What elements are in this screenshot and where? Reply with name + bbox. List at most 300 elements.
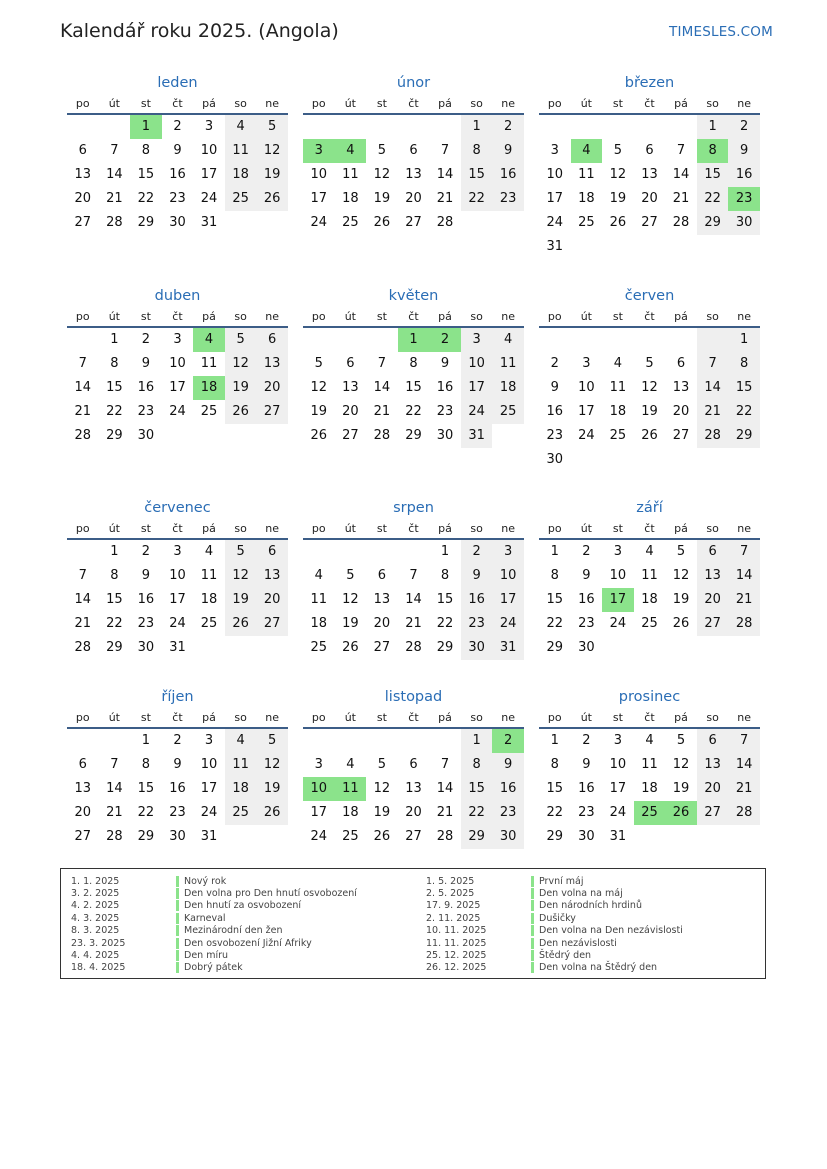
day-cell: 29: [436, 640, 454, 655]
day-cell: 12: [641, 380, 658, 395]
day-cell: 10: [578, 380, 595, 395]
weekday-label: pá: [438, 97, 452, 110]
day-cell: 21: [106, 805, 123, 820]
holiday-marker: [531, 900, 534, 911]
day-cell: 28: [106, 215, 123, 230]
legend-column-right: [416, 875, 683, 974]
month-block: [303, 285, 524, 448]
day-cell: 27: [697, 612, 729, 636]
day-cell: 4: [645, 733, 654, 748]
month-name: srpen: [393, 500, 434, 516]
day-cell: 9: [141, 356, 151, 371]
day-cell: 18: [225, 777, 257, 801]
day-cell: 9: [582, 568, 591, 583]
day-cell: 2: [461, 540, 493, 564]
holiday-day-cell: 3: [303, 139, 335, 163]
day-cell: 19: [373, 191, 391, 206]
day-cell: 25: [225, 187, 257, 211]
day-cell: 11: [225, 139, 257, 163]
legend-row: [61, 937, 357, 949]
brand-link[interactable]: TIMESLES.COM: [669, 24, 773, 40]
day-cell: 6: [256, 540, 288, 564]
day-cell: 14: [74, 380, 92, 395]
day-cell: 6: [645, 143, 654, 158]
day-cell: 19: [342, 616, 359, 631]
day-grid: [539, 729, 760, 849]
weekday-label: út: [108, 711, 120, 724]
day-cell: 14: [405, 592, 422, 607]
day-cell: 16: [169, 167, 186, 182]
empty-day-cell: [398, 540, 430, 564]
month-block: [303, 72, 524, 235]
day-cell: 2: [173, 733, 182, 748]
empty-day-cell: [571, 115, 603, 139]
empty-day-cell: [162, 424, 194, 448]
day-cell: 18: [641, 592, 658, 607]
day-cell: 4: [225, 729, 257, 753]
weekday-label: st: [612, 310, 623, 323]
empty-day-cell: [429, 115, 461, 139]
day-cell: 1: [728, 328, 760, 352]
weekday-header: [67, 519, 288, 540]
weekday-label: po: [547, 310, 562, 323]
holiday-date: 4. 2. 2025: [71, 900, 120, 912]
day-cell: 2: [141, 332, 151, 347]
day-cell: 9: [440, 356, 450, 371]
day-cell: 28: [373, 428, 391, 443]
weekday-label: st: [376, 97, 387, 110]
day-cell: 16: [492, 163, 524, 187]
day-cell: 24: [169, 616, 186, 631]
day-cell: 22: [106, 616, 123, 631]
holiday-day-cell: 25: [634, 801, 666, 825]
day-cell: 22: [546, 616, 564, 631]
empty-day-cell: [303, 729, 335, 753]
weekday-label: čt: [408, 522, 419, 535]
day-cell: 8: [110, 568, 119, 583]
holiday-day-cell: 4: [335, 139, 367, 163]
empty-day-cell: [602, 328, 634, 352]
day-cell: 16: [137, 592, 155, 607]
month-block: [303, 497, 524, 660]
holiday-name: Den nezávislosti: [539, 937, 617, 949]
weekday-label: čt: [644, 97, 655, 110]
day-cell: 14: [106, 167, 123, 182]
day-cell: 29: [461, 825, 493, 849]
empty-day-cell: [634, 448, 666, 472]
legend-row: [416, 887, 683, 899]
day-cell: 6: [346, 356, 355, 371]
day-cell: 25: [342, 829, 359, 844]
day-cell: 26: [342, 640, 359, 655]
day-cell: 27: [342, 428, 359, 443]
day-cell: 24: [200, 805, 218, 820]
weekday-label: so: [470, 97, 483, 110]
empty-day-cell: [665, 825, 697, 849]
holiday-date: 3. 2. 2025: [71, 888, 120, 900]
weekday-label: st: [140, 711, 151, 724]
day-cell: 27: [405, 829, 422, 844]
day-cell: 20: [256, 376, 288, 400]
day-cell: 5: [645, 356, 654, 371]
day-cell: 19: [225, 376, 257, 400]
day-cell: 4: [225, 115, 257, 139]
day-cell: 13: [256, 564, 288, 588]
day-cell: 27: [256, 612, 288, 636]
month-name: únor: [396, 75, 431, 91]
day-cell: 17: [546, 191, 564, 206]
day-cell: 12: [225, 352, 257, 376]
holiday-marker: [176, 876, 179, 887]
empty-day-cell: [728, 825, 760, 849]
weekday-label: čt: [644, 522, 655, 535]
empty-day-cell: [67, 328, 99, 352]
day-cell: 26: [373, 829, 391, 844]
day-cell: 18: [609, 404, 627, 419]
day-cell: 2: [492, 115, 524, 139]
day-cell: 24: [546, 215, 564, 230]
day-cell: 13: [641, 167, 658, 182]
day-cell: 7: [728, 729, 760, 753]
weekday-label: pá: [202, 711, 216, 724]
weekday-label: čt: [408, 310, 419, 323]
empty-day-cell: [665, 115, 697, 139]
empty-day-cell: [193, 636, 225, 660]
day-cell: 3: [461, 328, 493, 352]
day-cell: 31: [200, 829, 218, 844]
day-cell: 24: [200, 191, 218, 206]
day-cell: 3: [204, 733, 214, 748]
month-block: [539, 686, 760, 849]
day-cell: 15: [697, 163, 729, 187]
holiday-day-cell: 1: [398, 328, 430, 352]
legend-row: [61, 962, 357, 974]
day-cell: 26: [310, 428, 328, 443]
day-cell: 25: [492, 400, 524, 424]
day-cell: 29: [546, 829, 564, 844]
empty-day-cell: [602, 235, 634, 259]
day-cell: 24: [609, 805, 627, 820]
legend-row: [61, 912, 357, 924]
day-cell: 23: [492, 801, 524, 825]
weekday-label: ne: [737, 310, 752, 323]
holiday-day-cell: 17: [602, 588, 634, 612]
day-cell: 10: [310, 167, 328, 182]
weekday-label: čt: [172, 97, 183, 110]
day-cell: 17: [578, 404, 595, 419]
day-cell: 13: [405, 167, 422, 182]
weekday-label: po: [75, 711, 90, 724]
day-grid: [539, 328, 760, 472]
day-cell: 16: [461, 588, 493, 612]
day-grid: [303, 115, 524, 235]
day-cell: 29: [728, 424, 760, 448]
day-cell: 19: [310, 404, 328, 419]
empty-day-cell: [335, 115, 367, 139]
day-cell: 2: [141, 544, 151, 559]
day-cell: 12: [672, 568, 690, 583]
day-cell: 23: [137, 616, 155, 631]
day-cell: 11: [609, 380, 627, 395]
day-cell: 24: [310, 215, 328, 230]
month-name: říjen: [161, 689, 194, 705]
day-cell: 5: [377, 143, 387, 158]
weekday-header: [67, 94, 288, 115]
weekday-label: čt: [172, 522, 183, 535]
empty-day-cell: [429, 729, 461, 753]
day-cell: 10: [609, 757, 627, 772]
day-cell: 28: [106, 829, 123, 844]
weekday-label: út: [580, 310, 592, 323]
day-cell: 19: [225, 588, 257, 612]
legend-row: [61, 900, 357, 912]
empty-day-cell: [697, 636, 729, 660]
weekday-label: st: [140, 522, 151, 535]
day-cell: 14: [728, 753, 760, 777]
holiday-marker: [531, 950, 534, 961]
day-grid: [303, 729, 524, 849]
weekday-label: st: [140, 97, 151, 110]
holiday-day-cell: 2: [429, 328, 461, 352]
holiday-date: 25. 12. 2025: [426, 950, 487, 962]
day-cell: 7: [440, 143, 450, 158]
day-cell: 29: [106, 428, 123, 443]
holiday-date: 4. 3. 2025: [71, 912, 120, 924]
day-cell: 17: [310, 191, 328, 206]
weekday-label: po: [311, 711, 326, 724]
day-cell: 20: [74, 191, 92, 206]
day-cell: 14: [672, 167, 690, 182]
day-cell: 12: [342, 592, 359, 607]
day-cell: 26: [672, 616, 690, 631]
empty-day-cell: [193, 424, 225, 448]
day-cell: 30: [137, 428, 155, 443]
weekday-label: po: [75, 522, 90, 535]
day-cell: 24: [492, 612, 524, 636]
empty-day-cell: [256, 424, 288, 448]
day-cell: 6: [78, 143, 87, 158]
day-cell: 30: [546, 452, 564, 467]
weekday-label: pá: [202, 310, 216, 323]
weekday-label: so: [234, 711, 247, 724]
weekday-label: ne: [265, 310, 280, 323]
day-cell: 4: [645, 544, 654, 559]
holiday-marker: [176, 950, 179, 961]
day-cell: 27: [74, 829, 92, 844]
day-cell: 25: [200, 616, 218, 631]
empty-day-cell: [303, 328, 335, 352]
month-block: [539, 72, 760, 259]
holiday-day-cell: 11: [335, 777, 367, 801]
day-cell: 30: [578, 829, 595, 844]
day-cell: 25: [609, 428, 627, 443]
day-cell: 17: [169, 380, 186, 395]
day-cell: 15: [137, 781, 155, 796]
holiday-date: 10. 11. 2025: [426, 925, 487, 937]
day-cell: 29: [405, 428, 422, 443]
weekday-label: po: [547, 97, 562, 110]
empty-day-cell: [665, 328, 697, 352]
day-cell: 8: [141, 143, 151, 158]
holiday-marker: [531, 888, 534, 899]
day-cell: 12: [225, 564, 257, 588]
day-cell: 28: [436, 829, 454, 844]
day-cell: 11: [200, 568, 218, 583]
holiday-date: 23. 3. 2025: [71, 937, 126, 949]
day-cell: 28: [74, 640, 92, 655]
day-cell: 2: [728, 115, 760, 139]
weekday-header: [67, 708, 288, 729]
day-cell: 16: [546, 404, 564, 419]
holiday-legend: [60, 868, 766, 979]
day-cell: 5: [225, 540, 257, 564]
day-cell: 10: [609, 568, 627, 583]
weekday-label: út: [344, 310, 356, 323]
weekday-label: pá: [202, 97, 216, 110]
day-cell: 15: [546, 592, 564, 607]
day-cell: 1: [440, 544, 450, 559]
weekday-label: po: [311, 97, 326, 110]
day-cell: 21: [106, 191, 123, 206]
day-cell: 28: [74, 428, 92, 443]
day-cell: 15: [461, 777, 493, 801]
day-cell: 3: [613, 733, 623, 748]
day-cell: 5: [377, 757, 387, 772]
weekday-label: so: [706, 711, 719, 724]
day-grid: [303, 328, 524, 448]
day-cell: 10: [546, 167, 564, 182]
holiday-date: 2. 5. 2025: [426, 888, 475, 900]
day-cell: 6: [78, 757, 87, 772]
day-cell: 28: [405, 640, 422, 655]
day-cell: 9: [728, 139, 760, 163]
day-cell: 22: [546, 805, 564, 820]
day-grid: [539, 540, 760, 660]
day-cell: 16: [492, 777, 524, 801]
day-cell: 20: [641, 191, 658, 206]
day-cell: 15: [461, 163, 493, 187]
empty-day-cell: [602, 448, 634, 472]
weekday-label: po: [547, 711, 562, 724]
weekday-header: [303, 307, 524, 328]
day-cell: 17: [200, 167, 218, 182]
holiday-day-cell: 23: [728, 187, 760, 211]
holiday-day-cell: 2: [492, 729, 524, 753]
day-cell: 30: [169, 829, 186, 844]
holiday-marker: [176, 888, 179, 899]
day-cell: 19: [256, 777, 288, 801]
weekday-label: so: [470, 310, 483, 323]
holiday-date: 11. 11. 2025: [426, 937, 487, 949]
day-cell: 18: [578, 191, 595, 206]
day-cell: 12: [672, 757, 690, 772]
empty-day-cell: [634, 636, 666, 660]
day-cell: 13: [405, 781, 422, 796]
day-cell: 5: [676, 733, 686, 748]
day-cell: 21: [74, 616, 92, 631]
day-cell: 1: [550, 544, 559, 559]
weekday-header: [303, 708, 524, 729]
empty-day-cell: [492, 424, 524, 448]
day-cell: 31: [200, 215, 218, 230]
empty-day-cell: [492, 211, 524, 235]
legend-row: [61, 887, 357, 899]
day-cell: 6: [409, 143, 418, 158]
holiday-name: Karneval: [184, 912, 226, 924]
day-cell: 17: [492, 588, 524, 612]
weekday-label: ne: [501, 97, 516, 110]
empty-day-cell: [256, 636, 288, 660]
holiday-date: 18. 4. 2025: [71, 962, 126, 974]
day-cell: 30: [461, 636, 493, 660]
day-cell: 12: [256, 139, 288, 163]
day-cell: 18: [200, 592, 218, 607]
holiday-marker: [176, 938, 179, 949]
holiday-name: Den míru: [184, 950, 229, 962]
day-cell: 6: [676, 356, 686, 371]
day-cell: 15: [546, 781, 564, 796]
empty-day-cell: [366, 540, 398, 564]
day-cell: 25: [342, 215, 359, 230]
day-cell: 23: [169, 191, 186, 206]
day-cell: 29: [546, 640, 564, 655]
month-name: listopad: [384, 689, 443, 705]
day-cell: 9: [550, 380, 559, 395]
day-cell: 14: [697, 376, 729, 400]
legend-row: [416, 900, 683, 912]
day-cell: 22: [461, 187, 493, 211]
weekday-label: st: [612, 711, 623, 724]
day-cell: 31: [461, 424, 493, 448]
day-cell: 9: [461, 564, 493, 588]
month-name: leden: [157, 75, 198, 91]
empty-day-cell: [303, 540, 335, 564]
empty-day-cell: [335, 540, 367, 564]
holiday-marker: [531, 962, 534, 973]
day-cell: 8: [728, 352, 760, 376]
legend-row: [61, 925, 357, 937]
day-cell: 3: [173, 544, 182, 559]
empty-day-cell: [366, 328, 398, 352]
day-cell: 30: [492, 825, 524, 849]
day-cell: 5: [676, 544, 686, 559]
weekday-label: pá: [674, 97, 688, 110]
empty-day-cell: [398, 729, 430, 753]
day-cell: 23: [578, 805, 595, 820]
day-cell: 29: [137, 215, 155, 230]
legend-row: [61, 875, 357, 887]
day-cell: 17: [609, 781, 627, 796]
day-cell: 14: [106, 781, 123, 796]
empty-day-cell: [602, 115, 634, 139]
empty-day-cell: [225, 424, 257, 448]
day-cell: 6: [697, 540, 729, 564]
day-cell: 27: [697, 801, 729, 825]
weekday-label: út: [344, 97, 356, 110]
day-cell: 20: [405, 805, 422, 820]
day-cell: 20: [672, 404, 690, 419]
day-cell: 17: [200, 781, 218, 796]
empty-day-cell: [665, 448, 697, 472]
month-block: [67, 72, 288, 235]
holiday-name: Mezinárodní den žen: [184, 925, 283, 937]
day-cell: 24: [609, 616, 627, 631]
weekday-label: ne: [501, 711, 516, 724]
empty-day-cell: [335, 328, 367, 352]
weekday-label: ne: [265, 522, 280, 535]
legend-row: [416, 912, 683, 924]
day-cell: 3: [613, 544, 623, 559]
